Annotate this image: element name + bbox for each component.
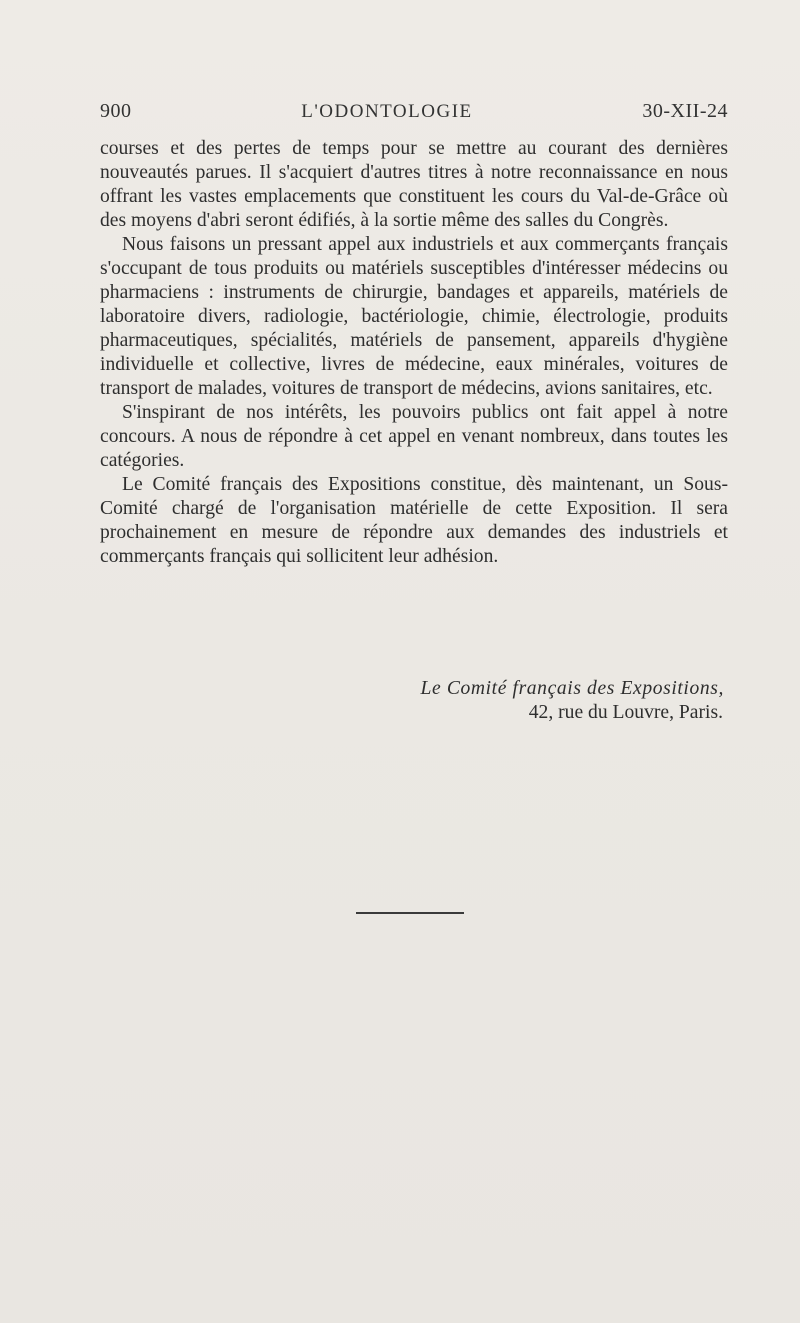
article-body xyxy=(100,137,728,569)
paragraph-2: Nous faisons un pressant appel aux industriels et aux commerçants français s'occupant de tous produits ou matériels susceptibles d'intéresser médecins ou pharmaciens : instruments de chirurgie, bandages et appareils, matériels de laboratoire divers, radiologie, bactériologie, chimie, électrologie, produits pharmaceutiques, spécialités, matériels de pansement, appareils d'hygiène individuelle et collective, livres de médecine, eaux minérales, voitures de transport de malades, voitures de transport de médecins, avions sanitaires, etc. xyxy=(100,234,728,399)
running-head xyxy=(100,100,728,123)
signature-organization: Le Comité français des Expositions, xyxy=(420,678,724,699)
paragraph-3: S'inspirant de nos intérêts, les pouvoirs publics ont fait appel à notre concours. A nous de répondre à cet appel en venant nombreux, dans toutes les catégories. xyxy=(100,402,728,471)
end-rule-divider xyxy=(356,912,464,914)
paragraph-1: courses et des pertes de temps pour se mettre au courant des dernières nouveautés parues. Il s'acquiert d'autres titres à notre reconnaissance en nous offrant les vastes emplacements que constituent les cours du Val-de-Grâce où des moyens d'abri seront édifiés, à la sortie même des salles du Congrès. xyxy=(100,138,728,231)
signature-address: 42, rue du Louvre, Paris. xyxy=(528,702,723,723)
journal-title: L'ODONTOLOGIE xyxy=(301,101,473,122)
paragraph-4: Le Comité français des Expositions constitue, dès maintenant, un Sous-Comité chargé de l'organisation matérielle de cette Exposition. Il sera prochainement en mesure de répondre aux demandes des industriels et commerçants français qui sollicitent leur adhésion. xyxy=(100,474,728,567)
issue-date: 30-XII-24 xyxy=(642,100,728,122)
signature-block xyxy=(100,677,728,725)
page-number: 900 xyxy=(100,100,132,122)
